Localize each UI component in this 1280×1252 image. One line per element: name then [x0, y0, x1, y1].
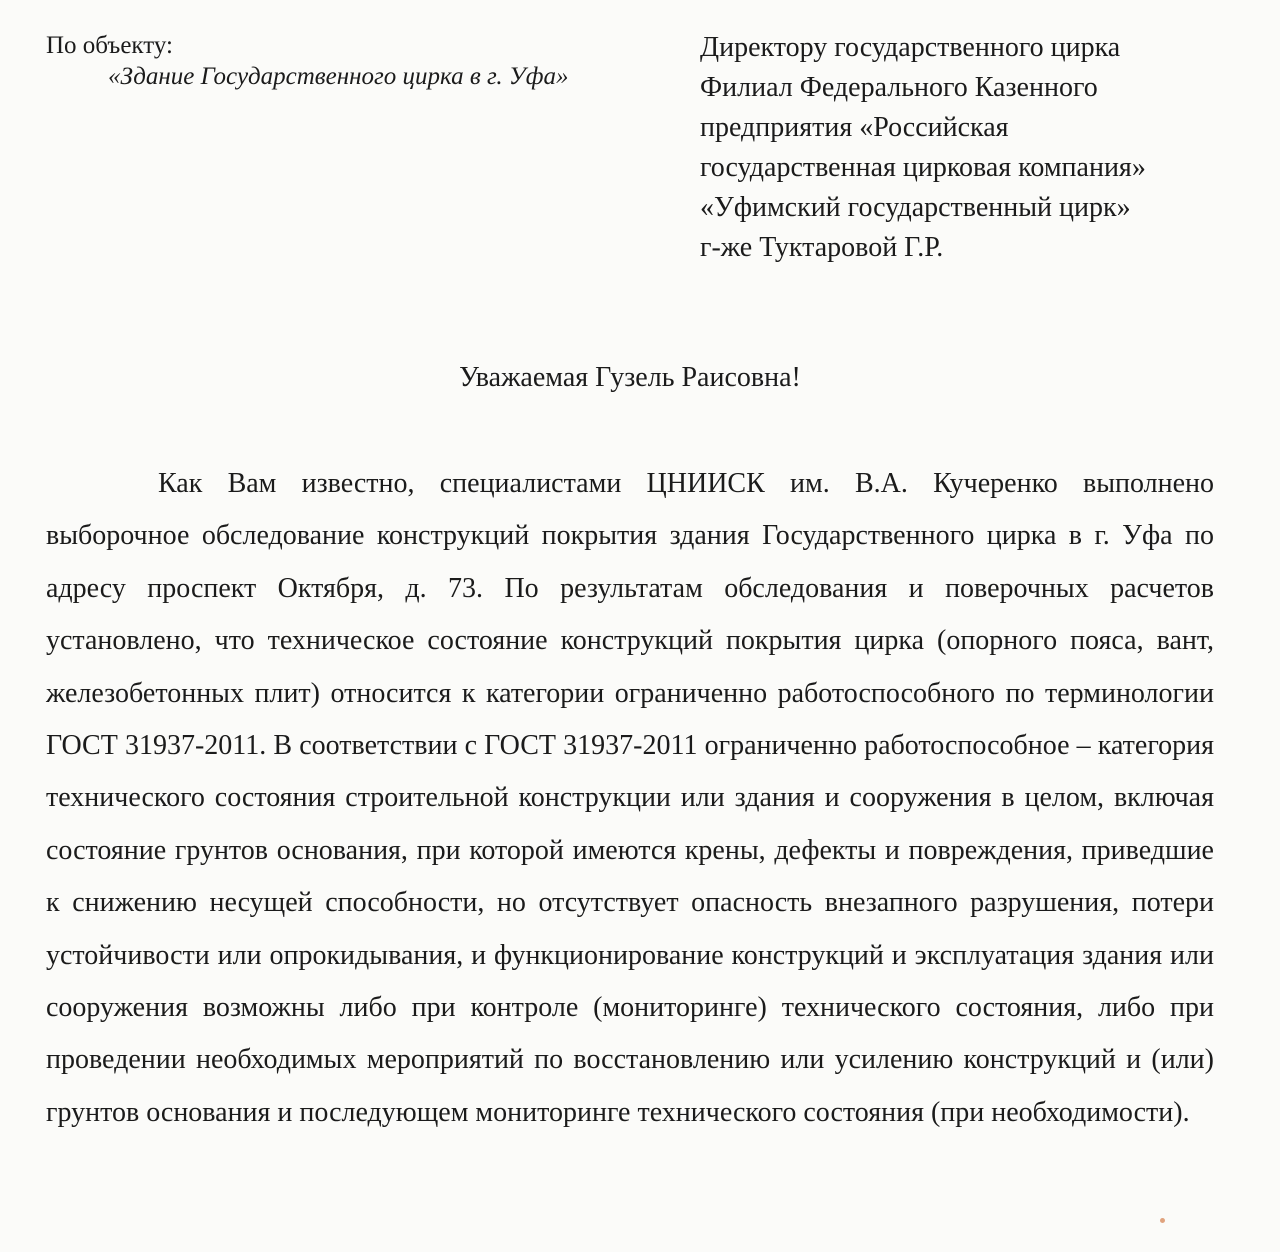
addressee-line: г-же Туктаровой Г.Р. — [700, 232, 944, 263]
paper-speck — [1160, 1218, 1165, 1223]
body-paragraph: Как Вам известно, специалистами ЦНИИСК им. В.А. Кучеренко выполнено выборочное обследование конструкций покрытия здания Государственного цирка в г. Уфа по адресу проспект Октября, д. 73. По результатам обследования и поверочных расчетов установлено, что техническое состояние конструкций покрытия цирка (опорного пояса, вант, железобетонных плит) относится к категории ограниченно работоспособного по терминологии ГОСТ 31937-2011. В соответствии с ГОСТ 31937-2011 ограниченно работоспособное – категория технического состояния строительной конструкции или здания и сооружения в целом, включая состояние грунтов основания, при которой имеются крены, дефекты и повреждения, приведшие к снижению несущей способности, но отсутствует опасность внезапного разрушения, потери устойчивости или опрокидывания, и функционирование конструкций и эксплуатация здания или сооружения возможны либо при контроле (мониторинге) технического состояния, либо при проведении необходимых мероприятий по восстановлению или усилению конструкций и (или) грунтов основания и последующем мониторинге технического состояния (при необходимости). — [46, 468, 1214, 1128]
object-reference — [46, 30, 606, 92]
addressee-line: «Уфимский государственный цирк» — [700, 192, 1131, 223]
object-name: «Здание Государственного цирка в г. Уфа» — [108, 63, 569, 90]
salutation: Уважаемая Гузель Раисовна! — [459, 362, 801, 393]
addressee-line: государственная цирковая компания» — [700, 152, 1146, 183]
object-label: По объекту: — [46, 32, 173, 59]
addressee-block — [700, 28, 1260, 268]
addressee-line: Филиал Федерального Казенного — [700, 72, 1098, 103]
addressee-line: Директору государственного цирка — [700, 32, 1121, 63]
addressee-line: предприятия «Российская — [700, 112, 1009, 143]
